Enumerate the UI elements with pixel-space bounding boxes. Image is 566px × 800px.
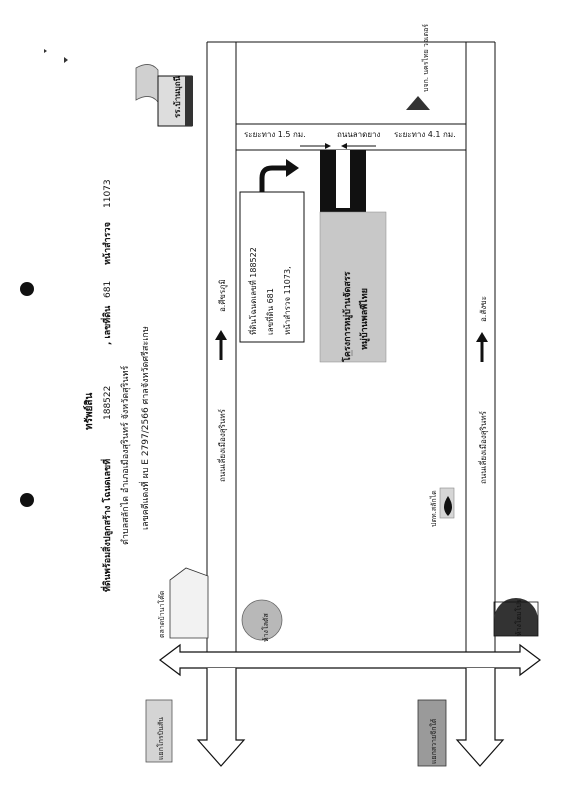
distance-left-label: ระยะทาง 1.5 กม. (244, 130, 306, 139)
market-label: ตลาดบ้านาโค๊ด (158, 590, 166, 638)
header-title: ทรัพย์สิน (84, 392, 95, 430)
callout-line2: เลขที่ดิน 681 (266, 288, 275, 335)
market-icon (170, 568, 208, 638)
header-survey-label: หน้าสำรวจ (103, 222, 113, 265)
header-deed-no: 188522 (103, 385, 113, 420)
company-label: บจก. นครไทย วอเตอร์ (422, 24, 430, 92)
ptt-label: ปตท.สลักได (430, 490, 438, 527)
school-building-shade (185, 76, 193, 126)
callout-arrow-head (286, 159, 299, 177)
school-label: รร.บ้านบุถนี (173, 75, 182, 118)
to-sangkha-label: อ.สังขะ (479, 296, 488, 322)
bypass-top-label: ถนนเลี่ยงเมืองสุรินทร์ (218, 409, 227, 482)
header-land-no: 681 (103, 280, 113, 298)
company-roof-icon (406, 96, 430, 110)
paved-road-label: ถนนลาดยาง (337, 130, 381, 139)
distance-right-label: ระยะทาง 4.1 กม. (394, 130, 456, 139)
header-survey-no: 11073 (103, 179, 113, 208)
project-label: โครงการหมู่บ้านจัดสรร (343, 271, 353, 362)
homepro-label: ห้างโฮมโปร (515, 599, 523, 636)
mark-b (64, 57, 68, 63)
road-arrow-down-right (457, 668, 503, 766)
mark-a (44, 49, 47, 53)
bypass-bottom-label: ถนนเลี่ยงเมืองสุรินทร์ (479, 411, 488, 484)
lotus-label: ห้างโลตัส (262, 613, 270, 642)
junction-left-label: แยกโกรบินสัน (157, 717, 165, 760)
header-line2: ตำบลสลักได อำเภอเมืองสุรินทร์ จังหวัดสุรินทร์ (121, 365, 131, 545)
road-arrow-down-left (198, 668, 244, 766)
punch-hole-top (20, 282, 34, 296)
punch-hole-bottom (20, 493, 34, 507)
school-flag-icon (136, 64, 158, 102)
to-sikhoraphum-label: อ.ศีขรภูมิ (218, 279, 227, 312)
housing-project-area (320, 212, 386, 362)
callout-line1: ที่ดินโฉนดเลขที่ 188522 (249, 247, 258, 335)
arrow-to-sikhoraphum-head (215, 330, 227, 340)
junction-right-label: แยกสวายจีกใต้ (430, 718, 438, 764)
project-entrance-gap (336, 150, 350, 208)
header-line3: เลขคดีแดงที่ ผบ E 2797/2566 ศาลจังหวัดศรีสะเกษ (141, 326, 151, 530)
callout-curved-arrow (262, 168, 288, 192)
header-line1-label: ที่ดินพร้อมสิ่งปลูกสร้าง โฉนดเลขที่ (103, 458, 113, 592)
village-label: หมู่บ้านพลพีไทย (360, 288, 370, 350)
header-land-no-label: , เลขที่ดิน (103, 305, 113, 345)
arrow-to-sangkha-head (476, 332, 488, 342)
callout-line3: หน้าสำรวจ 11073, (283, 266, 292, 335)
